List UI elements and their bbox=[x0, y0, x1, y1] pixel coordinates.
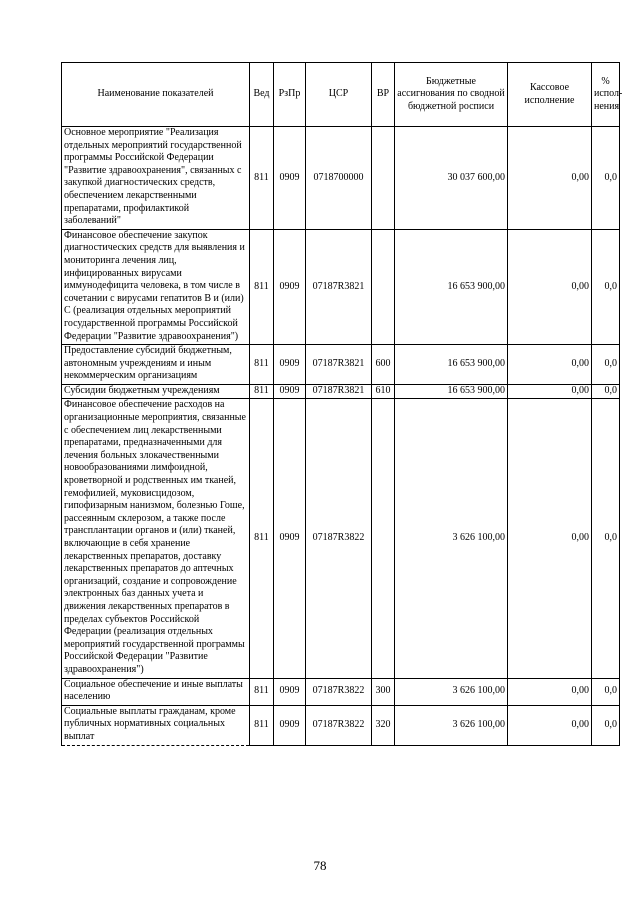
row-budget: 16 653 900,00 bbox=[395, 345, 508, 385]
row-rzpr: 0909 bbox=[274, 127, 306, 230]
row-cash: 0,00 bbox=[508, 399, 592, 678]
row-csr: 07187R3821 bbox=[306, 384, 372, 399]
row-vr bbox=[372, 127, 395, 230]
row-name: Основное мероприятие "Реализация отдельных мероприятий государственной программы Российской Федерации "Развитие здравоохранения", связанных с закупкой диагностических средств, обеспечением лекарственными препаратами, профилактикой заболеваний" bbox=[62, 127, 250, 230]
row-csr: 0718700000 bbox=[306, 127, 372, 230]
row-name: Субсидии бюджетным учреждениям bbox=[62, 384, 250, 399]
row-budget: 30 037 600,00 bbox=[395, 127, 508, 230]
row-percent: 0,0 bbox=[592, 345, 620, 385]
row-percent: 0,0 bbox=[592, 384, 620, 399]
table-row bbox=[62, 345, 620, 385]
header-vr: ВР bbox=[372, 63, 395, 127]
row-vr: 320 bbox=[372, 705, 395, 745]
row-rzpr: 0909 bbox=[274, 229, 306, 344]
row-budget: 3 626 100,00 bbox=[395, 399, 508, 678]
row-vr bbox=[372, 229, 395, 344]
row-name: Социальные выплаты гражданам, кроме публичных нормативных социальных выплат bbox=[62, 705, 250, 745]
row-csr: 07187R3821 bbox=[306, 345, 372, 385]
header-percent: % испол-нения bbox=[592, 63, 620, 127]
row-ved: 811 bbox=[250, 399, 274, 678]
row-name: Предоставление субсидий бюджетным, автономным учреждениям и иным некоммерческим организациям bbox=[62, 345, 250, 385]
header-cash: Кассовое исполнение bbox=[508, 63, 592, 127]
page-number: 78 bbox=[313, 858, 327, 873]
row-csr: 07187R3822 bbox=[306, 678, 372, 705]
row-budget: 3 626 100,00 bbox=[395, 678, 508, 705]
row-percent: 0,0 bbox=[592, 127, 620, 230]
row-vr: 600 bbox=[372, 345, 395, 385]
row-cash: 0,00 bbox=[508, 345, 592, 385]
row-name: Социальное обеспечение и иные выплаты населению bbox=[62, 678, 250, 705]
table-row bbox=[62, 127, 620, 230]
row-csr: 07187R3821 bbox=[306, 229, 372, 344]
row-vr: 300 bbox=[372, 678, 395, 705]
row-ved: 811 bbox=[250, 384, 274, 399]
row-vr bbox=[372, 399, 395, 678]
row-rzpr: 0909 bbox=[274, 705, 306, 745]
table-row bbox=[62, 229, 620, 344]
header-budget: Бюджетные ассигнования по сводной бюджетной росписи bbox=[395, 63, 508, 127]
header-ved: Вед bbox=[250, 63, 274, 127]
header-rzpr: РзПр bbox=[274, 63, 306, 127]
row-ved: 811 bbox=[250, 229, 274, 344]
row-rzpr: 0909 bbox=[274, 399, 306, 678]
table-row bbox=[62, 678, 620, 705]
row-percent: 0,0 bbox=[592, 678, 620, 705]
row-cash: 0,00 bbox=[508, 678, 592, 705]
row-rzpr: 0909 bbox=[274, 345, 306, 385]
row-rzpr: 0909 bbox=[274, 384, 306, 399]
row-name: Финансовое обеспечение закупок диагностических средств для выявления и мониторинга лечения лиц, инфицированных вирусами иммунодефицита человека, в том числе в сочетании с вирусами гепатитов B и (или) C (реализация отдельных мероприятий государственной программы Российской Федерации "Развитие здравоохранения") bbox=[62, 229, 250, 344]
row-cash: 0,00 bbox=[508, 705, 592, 745]
row-percent: 0,0 bbox=[592, 399, 620, 678]
row-csr: 07187R3822 bbox=[306, 399, 372, 678]
row-percent: 0,0 bbox=[592, 229, 620, 344]
row-ved: 811 bbox=[250, 678, 274, 705]
row-cash: 0,00 bbox=[508, 384, 592, 399]
row-cash: 0,00 bbox=[508, 127, 592, 230]
header-csr: ЦСР bbox=[306, 63, 372, 127]
row-csr: 07187R3822 bbox=[306, 705, 372, 745]
row-ved: 811 bbox=[250, 127, 274, 230]
header-name: Наименование показателей bbox=[62, 63, 250, 127]
row-budget: 16 653 900,00 bbox=[395, 384, 508, 399]
row-rzpr: 0909 bbox=[274, 678, 306, 705]
row-budget: 16 653 900,00 bbox=[395, 229, 508, 344]
budget-table bbox=[61, 62, 623, 746]
table-row bbox=[62, 705, 620, 745]
row-budget: 3 626 100,00 bbox=[395, 705, 508, 745]
row-vr: 610 bbox=[372, 384, 395, 399]
table-row bbox=[62, 399, 620, 678]
row-ved: 811 bbox=[250, 345, 274, 385]
row-name: Финансовое обеспечение расходов на организационные мероприятия, связанные с обеспечением лиц лекарственными препаратами, предназначенными для лечения больных злокачественными новообразованиями лимфоидной, кроветворной и родственных им тканей, гемофилией, муковисцидозом, гипофизарным нанизмом, болезнью Гоше, рассеянным склерозом, а также после трансплантации органов и (или) тканей, включающие в себя хранение лекарственных препаратов, доставку лекарственных препаратов до аптечных организаций, создание и сопровождение электронных баз данных учета и движения лекарственных препаратов в пределах субъектов Российской Федерации (реализация отдельных мероприятий государственной программы Российской Федерации "Развитие здравоохранения") bbox=[62, 399, 250, 678]
table-header-row bbox=[62, 63, 620, 127]
row-ved: 811 bbox=[250, 705, 274, 745]
row-cash: 0,00 bbox=[508, 229, 592, 344]
table-row bbox=[62, 384, 620, 399]
row-percent: 0,0 bbox=[592, 705, 620, 745]
